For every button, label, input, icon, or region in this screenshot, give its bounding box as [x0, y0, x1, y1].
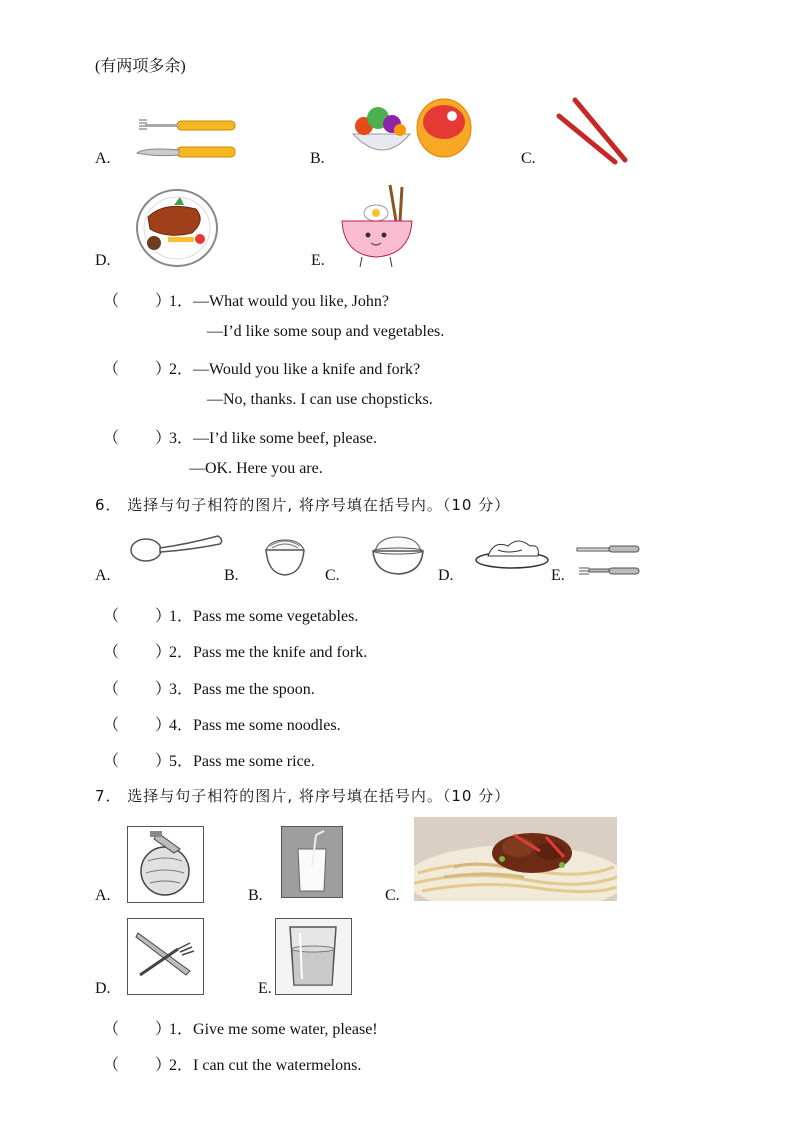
option-label-b: B.	[224, 567, 239, 584]
vegetables-soup-icon	[348, 96, 473, 164]
extra-items-note: (有两项多余)	[95, 58, 186, 75]
spoon-icon	[128, 530, 226, 566]
milk-glass-icon	[282, 827, 342, 897]
option-label-e: E.	[258, 980, 272, 997]
knife-fork-icon	[575, 540, 641, 580]
picture-frame	[127, 918, 204, 995]
section-heading: 6． 选择与句子相符的图片, 将序号填在括号内。（10 分）	[95, 496, 511, 514]
option-label-d: D.	[438, 567, 454, 584]
noodle-bowl-icon	[336, 183, 420, 269]
picture-frame	[127, 826, 204, 903]
option-label-d: D.	[95, 980, 111, 997]
question-row: （ ）1．—What would you like, John?	[103, 293, 389, 310]
answer-line: —OK. Here you are.	[189, 460, 323, 477]
question-row: （ ）3．Pass me the spoon.	[103, 681, 315, 698]
knife-fork-icon	[128, 919, 203, 994]
knife-fork-icon	[135, 113, 245, 165]
picture-frame	[281, 826, 343, 898]
option-label-d: D.	[95, 252, 111, 269]
question-row: （ ）2．—Would you like a knife and fork?	[103, 361, 421, 378]
option-label-b: B.	[310, 150, 325, 167]
vegetable-plate-icon	[474, 532, 550, 570]
watermelon-cut-icon	[128, 827, 203, 902]
question-row: （ ）2．Pass me the knife and fork.	[103, 644, 368, 661]
chopsticks-icon	[553, 96, 633, 168]
answer-line: —I’d like some soup and vegetables.	[207, 323, 445, 340]
option-label-a: A.	[95, 887, 111, 904]
answer-line: —No, thanks. I can use chopsticks.	[207, 391, 433, 408]
steak-plate-icon	[134, 187, 220, 269]
option-label-e: E.	[551, 567, 565, 584]
question-row: （ ）3．—I’d like some beef, please.	[103, 430, 377, 447]
question-row: （ ）1．Give me some water, please!	[103, 1021, 378, 1038]
rice-bowl-icon	[369, 535, 427, 577]
option-label-e: E.	[311, 252, 325, 269]
question-row: （ ）2．I can cut the watermelons.	[103, 1057, 362, 1074]
option-label-c: C.	[385, 887, 400, 904]
section-heading: 7． 选择与句子相符的图片, 将序号填在括号内。（10 分）	[95, 787, 511, 805]
question-row: （ ）4．Pass me some noodles.	[103, 717, 341, 734]
noodles-bowl-icon	[262, 538, 308, 578]
water-glass-icon	[276, 919, 351, 994]
picture-frame	[275, 918, 352, 995]
beef-noodles-photo	[414, 817, 617, 901]
question-row: （ ）1．Pass me some vegetables.	[103, 608, 359, 625]
option-label-b: B.	[248, 887, 263, 904]
option-label-a: A.	[95, 150, 111, 167]
option-label-a: A.	[95, 567, 111, 584]
option-label-c: C.	[521, 150, 536, 167]
option-label-c: C.	[325, 567, 340, 584]
question-row: （ ）5．Pass me some rice.	[103, 753, 315, 770]
